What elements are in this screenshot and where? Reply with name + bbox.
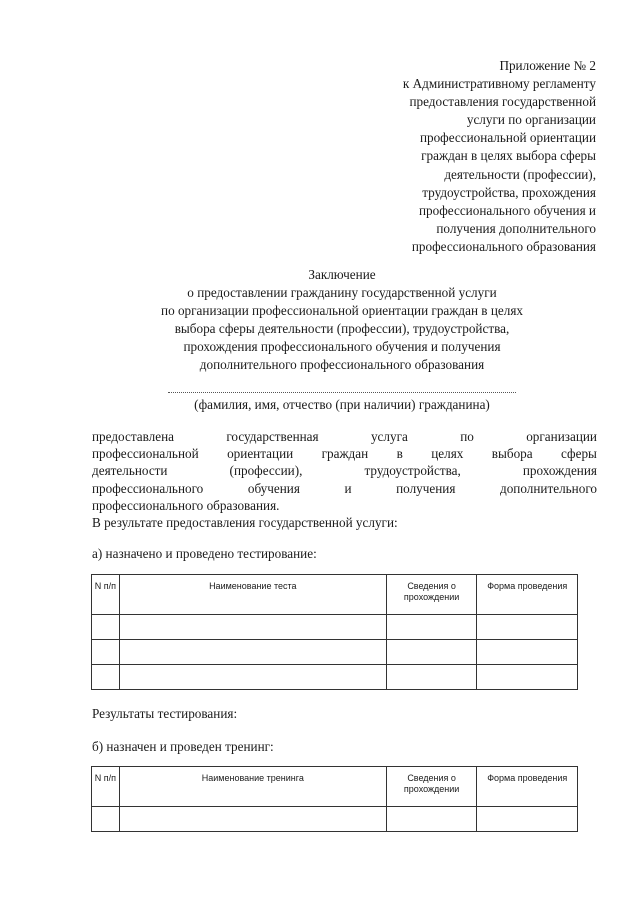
table-cell[interactable] bbox=[386, 640, 477, 665]
body-word: дополнительного bbox=[499, 480, 597, 496]
column-header-completion: Сведения о прохождении bbox=[386, 575, 477, 615]
appendix-line: профессионального обучения и bbox=[419, 202, 596, 218]
body-word: трудоустройства, bbox=[364, 463, 461, 479]
appendix-line: услуги по организации bbox=[466, 112, 596, 128]
table-row bbox=[92, 640, 578, 665]
body-word: организации bbox=[526, 429, 597, 444]
body-word: прохождения bbox=[522, 463, 597, 479]
body-word: граждан bbox=[321, 446, 369, 462]
appendix-line: деятельности (профессии), bbox=[444, 166, 596, 182]
table-cell[interactable] bbox=[92, 807, 120, 832]
column-header-form: Форма проведения bbox=[477, 767, 578, 807]
title-line: о предоставлении гражданину государственной услуги bbox=[187, 285, 497, 300]
table-cell[interactable] bbox=[477, 665, 578, 690]
body-word: обучения bbox=[247, 480, 300, 496]
appendix-header bbox=[296, 57, 596, 256]
table-row bbox=[92, 615, 578, 640]
body-word: профессиональной bbox=[92, 446, 199, 462]
body-word: государственная bbox=[226, 429, 319, 444]
body-line: профессионального образования. bbox=[92, 497, 280, 513]
table-cell[interactable] bbox=[386, 615, 477, 640]
testing-results-label: Результаты тестирования: bbox=[92, 706, 238, 721]
table-header-row bbox=[92, 575, 578, 615]
body-word: выбора bbox=[491, 446, 533, 462]
body-line bbox=[92, 462, 597, 479]
body-word: профессионального bbox=[92, 480, 204, 496]
table-cell[interactable] bbox=[477, 640, 578, 665]
body-word: сферы bbox=[561, 446, 597, 462]
table-cell[interactable] bbox=[386, 665, 477, 690]
title-line: по организации профессиональной ориентации граждан в целях bbox=[161, 303, 523, 318]
column-header-number: N п/п bbox=[92, 575, 120, 615]
appendix-line: предоставления государственной bbox=[409, 94, 596, 110]
citizen-name-caption: (фамилия, имя, отчество (при наличии) гражданина) bbox=[194, 397, 490, 412]
document-title bbox=[92, 266, 592, 374]
body-word: в bbox=[396, 446, 403, 462]
table-row bbox=[92, 665, 578, 690]
body-word: по bbox=[460, 429, 474, 444]
table-cell[interactable] bbox=[386, 807, 477, 832]
body-word: ориентации bbox=[227, 446, 294, 462]
column-header-test-name: Наименование теста bbox=[119, 575, 386, 615]
column-header-training-name: Наименование тренинга bbox=[119, 767, 386, 807]
appendix-line: профессиональной ориентации bbox=[419, 130, 596, 146]
body-word: и bbox=[344, 480, 352, 496]
section-a-label: а) назначено и проведено тестирование: bbox=[92, 546, 317, 561]
table-cell[interactable] bbox=[477, 807, 578, 832]
section-b-label: б) назначен и проведен тренинг: bbox=[92, 739, 274, 754]
appendix-line: граждан в целях выбора сферы bbox=[421, 148, 596, 164]
table-header-row bbox=[92, 767, 578, 807]
body-paragraph bbox=[92, 428, 597, 531]
citizen-name-field[interactable] bbox=[168, 392, 516, 393]
body-line bbox=[92, 428, 597, 445]
title-heading: Заключение bbox=[308, 267, 376, 282]
table-cell[interactable] bbox=[119, 615, 386, 640]
table-cell[interactable] bbox=[92, 665, 120, 690]
table-cell[interactable] bbox=[119, 665, 386, 690]
result-line: В результате предоставления государственной услуги: bbox=[92, 515, 398, 531]
body-word: предоставлена bbox=[92, 429, 174, 444]
body-word: получения bbox=[396, 480, 456, 496]
appendix-line: Приложение № 2 bbox=[499, 58, 596, 73]
table-cell[interactable] bbox=[92, 640, 120, 665]
table-cell[interactable] bbox=[92, 615, 120, 640]
column-header-form: Форма проведения bbox=[477, 575, 578, 615]
column-header-completion: Сведения о прохождении bbox=[386, 767, 477, 807]
appendix-line: трудоустройства, прохождения bbox=[422, 184, 596, 200]
title-line: выбора сферы деятельности (профессии), трудоустройства, bbox=[174, 321, 510, 336]
title-line: дополнительного профессионального образования bbox=[199, 357, 485, 372]
body-word: целях bbox=[431, 446, 464, 462]
body-word: деятельности bbox=[92, 463, 168, 479]
training-table bbox=[91, 766, 578, 832]
column-header-number: N п/п bbox=[92, 767, 120, 807]
appendix-line: профессионального образования bbox=[411, 238, 596, 254]
body-word: услуга bbox=[370, 429, 408, 444]
table-cell[interactable] bbox=[119, 640, 386, 665]
table-cell[interactable] bbox=[477, 615, 578, 640]
table-row bbox=[92, 807, 578, 832]
appendix-line: получения дополнительного bbox=[436, 220, 596, 236]
body-line bbox=[92, 480, 597, 497]
appendix-line: к Административному регламенту bbox=[402, 76, 596, 92]
testing-table bbox=[91, 574, 578, 690]
body-line bbox=[92, 445, 597, 462]
table-cell[interactable] bbox=[119, 807, 386, 832]
title-line: прохождения профессионального обучения и получения bbox=[183, 339, 501, 354]
body-word: (профессии), bbox=[229, 463, 303, 479]
